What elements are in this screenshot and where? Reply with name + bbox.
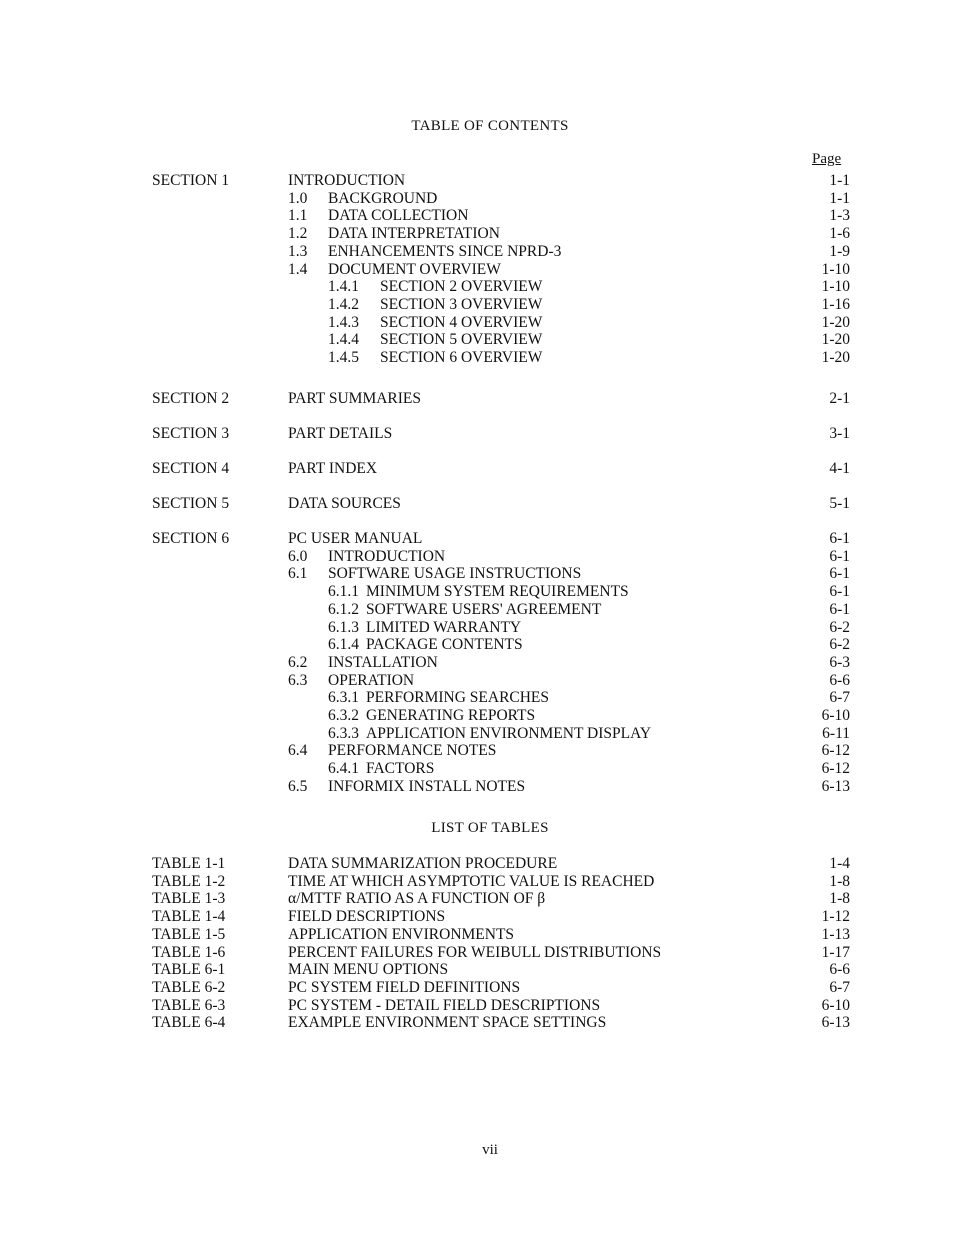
entry-page: 6-1 [829,547,850,565]
entry-page: 6-10 [821,707,850,724]
entry-title: LIMITED WARRANTY [366,618,522,636]
entry-page: 6-11 [822,724,850,742]
table-page: 6-13 [821,1014,850,1032]
table-label: TABLE 1-1 [152,855,226,872]
table-page: 6-6 [829,961,850,979]
table-list-row [0,908,980,926]
page-column-header: Page [812,151,842,167]
entry-title: INSTALLATION [328,653,438,671]
toc-entry-row [0,672,980,690]
entry-page: 1-20 [821,349,850,366]
table-page: 1-8 [829,890,850,908]
entry-page: 1-3 [829,207,850,225]
entry-page: 6-13 [821,777,850,795]
section-page: 6-1 [829,530,850,547]
entry-page: 1-20 [821,313,850,331]
entry-number: 1.4.3 [328,313,359,331]
entry-number: 1.4.4 [328,331,359,349]
toc-section-row [0,425,980,443]
entry-page: 6-1 [829,583,850,601]
table-label: TABLE 1-3 [152,890,226,908]
entry-page: 6-2 [829,636,850,654]
entry-number: 6.2 [288,653,308,671]
entry-title: OPERATION [328,671,415,689]
entry-title: MINIMUM SYSTEM REQUIREMENTS [366,583,629,601]
toc-section-row [0,495,980,513]
entry-number: 1.4.2 [328,295,359,313]
toc-section-row [0,460,980,478]
entry-page: 1-6 [829,225,850,243]
section-title: PART SUMMARIES [288,390,422,407]
toc-section-row [0,390,980,408]
toc-entry-row [0,583,980,601]
entry-page: 6-1 [829,565,850,583]
table-page: 6-10 [821,996,850,1014]
table-label: TABLE 6-1 [152,961,226,979]
entry-title: ENHANCEMENTS SINCE NPRD-3 [328,242,562,260]
entry-number: 1.4.5 [328,349,359,366]
section-label: SECTION 5 [152,495,230,512]
toc-entry-row [0,243,980,261]
section-label: SECTION 1 [152,172,230,189]
entry-page: 1-9 [829,242,850,260]
table-title: APPLICATION ENVIRONMENTS [288,925,515,943]
table-page: 1-13 [821,925,850,943]
table-list-row [0,979,980,997]
section-title: INTRODUCTION [288,172,406,189]
section-label: SECTION 2 [152,390,230,407]
toc-entry-row [0,314,980,332]
entry-number: 1.1 [288,207,308,225]
entry-page: 6-7 [829,689,850,707]
entry-number: 6.1.2 [328,600,359,618]
toc-entry-row [0,548,980,566]
entry-title: SECTION 6 OVERVIEW [380,349,543,366]
entry-title: PACKAGE CONTENTS [366,636,523,654]
table-title: PC SYSTEM FIELD DEFINITIONS [288,978,521,996]
table-label: TABLE 1-2 [152,872,226,890]
table-list-row [0,961,980,979]
entry-page: 1-20 [821,331,850,349]
toc-entry-row [0,636,980,654]
entry-title: GENERATING REPORTS [366,707,536,724]
table-title: EXAMPLE ENVIRONMENT SPACE SETTINGS [288,1014,607,1032]
table-title: PERCENT FAILURES FOR WEIBULL DISTRIBUTIONS [288,943,662,961]
toc-entry-row [0,278,980,296]
toc-title: TABLE OF CONTENTS [411,118,569,134]
toc-entry-row [0,689,980,707]
entry-title: SECTION 3 OVERVIEW [380,295,543,313]
table-label: TABLE 1-4 [152,908,226,926]
entry-number: 6.1.1 [328,583,359,601]
toc-entry-row [0,349,980,367]
toc-entry-row [0,207,980,225]
table-list-row [0,890,980,908]
section-page: 5-1 [829,495,850,512]
table-page: 1-17 [821,943,850,961]
entry-number: 6.4.1 [328,760,359,778]
entry-title: DATA INTERPRETATION [328,225,500,243]
entry-number: 6.3.2 [328,707,359,724]
table-list-row [0,926,980,944]
section-title: PART DETAILS [288,425,393,442]
entry-number: 6.3.1 [328,689,359,707]
entry-number: 6.3.3 [328,724,359,742]
entry-title: INFORMIX INSTALL NOTES [328,777,526,795]
table-label: TABLE 1-5 [152,925,226,943]
toc-entry-row [0,760,980,778]
entry-page: 6-1 [829,600,850,618]
toc-entry-row [0,225,980,243]
toc-entry-row [0,565,980,583]
table-label: TABLE 6-2 [152,978,226,996]
list-of-tables-title: LIST OF TABLES [431,820,549,836]
toc-entry-row [0,261,980,279]
entry-page: 6-12 [821,760,850,778]
table-title: MAIN MENU OPTIONS [288,961,449,979]
entry-number: 6.4 [288,742,308,760]
table-title: α/MTTF RATIO AS A FUNCTION OF β [288,890,546,908]
entry-number: 1.0 [288,189,308,207]
entry-title: INTRODUCTION [328,547,446,565]
table-list-row [0,1014,980,1032]
entry-page: 6-12 [821,742,850,760]
table-list-row [0,855,980,873]
table-page: 1-12 [821,908,850,926]
toc-entry-row [0,296,980,314]
entry-number: 6.5 [288,777,308,795]
entry-page: 1-10 [821,278,850,296]
entry-number: 6.1 [288,565,308,583]
toc-entry-row [0,707,980,725]
table-title: FIELD DESCRIPTIONS [288,908,446,926]
table-list-row [0,873,980,891]
entry-title: FACTORS [366,760,435,778]
table-page: 6-7 [829,978,850,996]
entry-title: SECTION 2 OVERVIEW [380,278,543,296]
toc-entry-row [0,190,980,208]
entry-number: 6.0 [288,547,308,565]
entry-title: PERFORMING SEARCHES [366,689,550,707]
entry-title: PERFORMANCE NOTES [328,742,497,760]
entry-page: 1-10 [821,260,850,278]
section-title: PART INDEX [288,460,378,477]
entry-title: SECTION 5 OVERVIEW [380,331,543,349]
entry-page: 1-1 [829,189,850,207]
toc-entry-row [0,654,980,672]
toc-section-row [0,530,980,548]
table-label: TABLE 6-3 [152,996,226,1014]
entry-page: 6-3 [829,653,850,671]
entry-title: SECTION 4 OVERVIEW [380,313,543,331]
page-number: vii [482,1142,498,1158]
entry-number: 6.1.4 [328,636,359,654]
section-title: DATA SOURCES [288,495,401,512]
section-label: SECTION 3 [152,425,230,442]
section-page: 1-1 [829,172,850,189]
entry-number: 1.4 [288,260,308,278]
entry-number: 1.4.1 [328,278,359,296]
table-title: DATA SUMMARIZATION PROCEDURE [288,855,558,872]
table-list-row [0,997,980,1015]
table-page: 1-8 [829,872,850,890]
entry-page: 1-16 [821,295,850,313]
toc-entry-row [0,742,980,760]
entry-title: DATA COLLECTION [328,207,469,225]
section-page: 3-1 [829,425,850,442]
section-title: PC USER MANUAL [288,530,423,547]
entry-page: 6-6 [829,671,850,689]
entry-title: SOFTWARE USAGE INSTRUCTIONS [328,565,582,583]
toc-entry-row [0,331,980,349]
table-label: TABLE 6-4 [152,1014,226,1032]
entry-title: DOCUMENT OVERVIEW [328,260,501,278]
entry-number: 1.3 [288,242,308,260]
toc-entry-row [0,725,980,743]
section-page: 2-1 [829,390,850,407]
entry-number: 6.1.3 [328,618,359,636]
toc-entry-row [0,601,980,619]
table-label: TABLE 1-6 [152,943,226,961]
table-list-row [0,944,980,962]
section-label: SECTION 4 [152,460,230,477]
toc-section-row [0,172,980,190]
entry-page: 6-2 [829,618,850,636]
table-title: PC SYSTEM - DETAIL FIELD DESCRIPTIONS [288,996,601,1014]
entry-title: SOFTWARE USERS' AGREEMENT [366,600,602,618]
toc-entry-row [0,778,980,796]
table-page: 1-4 [829,855,850,872]
entry-number: 6.3 [288,671,308,689]
table-title: TIME AT WHICH ASYMPTOTIC VALUE IS REACHED [288,872,655,890]
section-page: 4-1 [829,460,850,477]
section-label: SECTION 6 [152,530,230,547]
entry-title: BACKGROUND [328,189,438,207]
toc-entry-row [0,619,980,637]
entry-number: 1.2 [288,225,308,243]
entry-title: APPLICATION ENVIRONMENT DISPLAY [366,724,652,742]
